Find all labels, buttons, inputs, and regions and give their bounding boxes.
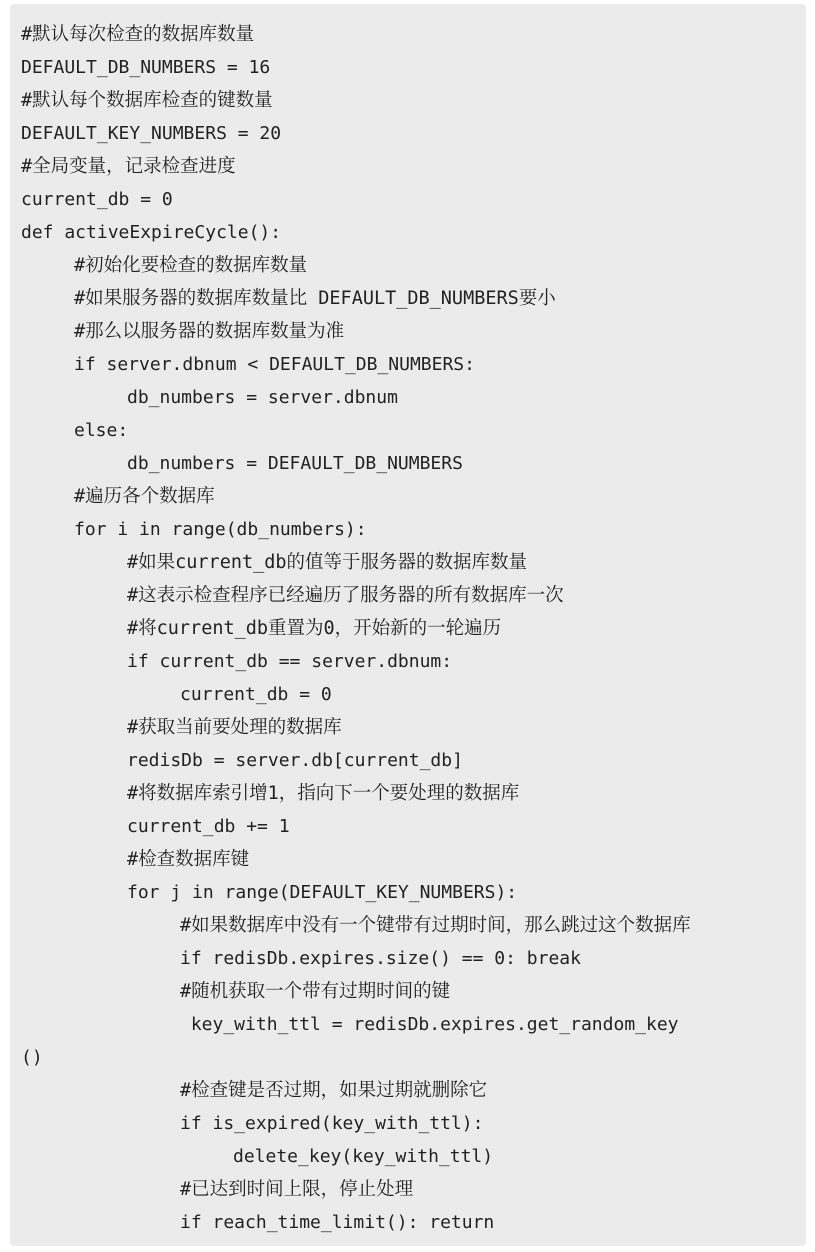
- code-comment-line: #检查数据库键: [127, 849, 250, 870]
- code-line: key_with_ttl = redisDb.expires.get_random_key: [180, 1014, 679, 1035]
- code-comment-line: #随机获取一个带有过期时间的键: [180, 981, 451, 1002]
- code-comment-line: #获取当前要处理的数据库: [127, 717, 342, 738]
- code-block: [10, 4, 806, 1246]
- code-line: else:: [74, 420, 129, 441]
- code-line: if is_expired(key_with_ttl):: [180, 1113, 484, 1134]
- code-comment-line: #初始化要检查的数据库数量: [74, 255, 308, 276]
- code-line: def activeExpireCycle():: [21, 222, 282, 243]
- code-comment-line: #将current_db重置为0，开始新的一轮遍历: [127, 618, 502, 639]
- code-line: redisDb = server.db[current_db]: [127, 750, 463, 771]
- code-line: delete_key(key_with_ttl): [233, 1146, 494, 1167]
- code-comment-line: #将数据库索引增1，指向下一个要处理的数据库: [127, 783, 520, 804]
- code-line: DEFAULT_KEY_NUMBERS = 20: [21, 123, 282, 144]
- code-comment-line: #那么以服务器的数据库数量为准: [74, 321, 345, 342]
- code-comment-line: #遍历各个数据库: [74, 486, 215, 507]
- code-line: for j in range(DEFAULT_KEY_NUMBERS):: [127, 882, 518, 903]
- code-line: db_numbers = DEFAULT_DB_NUMBERS: [127, 453, 463, 474]
- code-line: current_db = 0: [180, 684, 332, 705]
- code-line: if redisDb.expires.size() == 0: break: [180, 948, 581, 969]
- code-comment-line: #默认每个数据库检查的键数量: [21, 90, 273, 111]
- code-line: db_numbers = server.dbnum: [127, 387, 398, 408]
- code-comment-line: #如果current_db的值等于服务器的数据库数量: [127, 552, 528, 573]
- code-line: DEFAULT_DB_NUMBERS = 16: [21, 57, 271, 78]
- code-comment-line: #如果数据库中没有一个键带有过期时间，那么跳过这个数据库: [180, 915, 691, 936]
- code-comment-line: #已达到时间上限，停止处理: [180, 1179, 414, 1200]
- code-comment-line: #这表示检查程序已经遍历了服务器的所有数据库一次: [127, 585, 564, 606]
- code-line: if reach_time_limit(): return: [180, 1212, 495, 1233]
- code-line: for i in range(db_numbers):: [74, 519, 367, 540]
- code-comment-line: #检查键是否过期，如果过期就删除它: [180, 1080, 488, 1101]
- code-comment-line: #全局变量，记录检查进度: [21, 156, 236, 177]
- code-line: if server.dbnum < DEFAULT_DB_NUMBERS:: [74, 354, 475, 375]
- code-line: current_db += 1: [127, 816, 290, 837]
- code-line: if current_db == server.dbnum:: [127, 651, 453, 672]
- code-comment-line: #如果服务器的数据库数量比 DEFAULT_DB_NUMBERS要小: [74, 288, 556, 309]
- code-line: (): [21, 1047, 43, 1068]
- code-comment-line: #默认每次检查的数据库数量: [21, 24, 255, 45]
- code-lines: [10, 18, 806, 1239]
- code-line: current_db = 0: [21, 189, 173, 210]
